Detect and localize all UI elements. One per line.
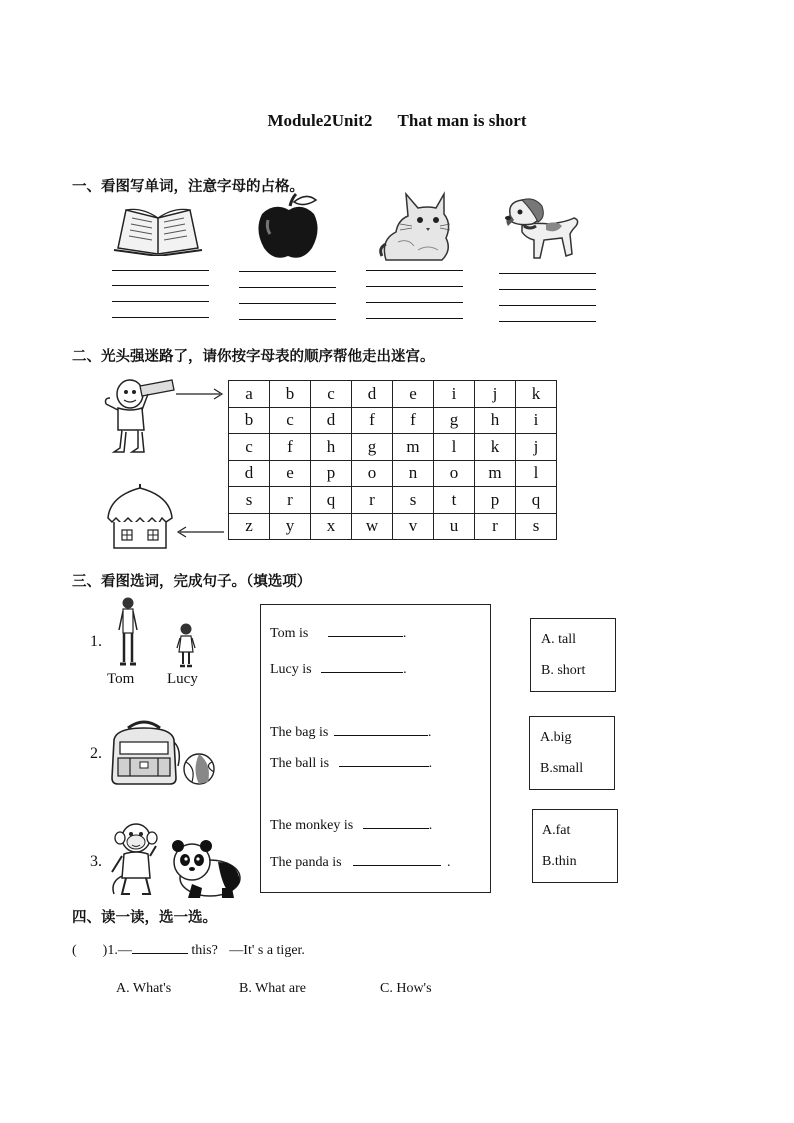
sentence-dot: . <box>428 818 433 833</box>
sentence-row <box>270 852 451 871</box>
question-answer: —It' s a tiger. <box>229 943 305 958</box>
backpack-icon <box>106 720 182 786</box>
maze-row <box>229 407 557 434</box>
sentence-text: The bag is <box>270 725 329 740</box>
choice-a[interactable]: A. What's <box>116 981 172 996</box>
sentence-row <box>270 659 407 678</box>
sentence-text: The panda is <box>270 855 342 870</box>
option-b: B.small <box>540 761 584 776</box>
writing-line[interactable] <box>112 270 209 271</box>
maze-cell[interactable]: h <box>311 434 352 461</box>
maze-cell[interactable]: j <box>475 381 516 408</box>
maze-cell[interactable]: w <box>352 513 393 540</box>
maze-cell[interactable]: x <box>311 513 352 540</box>
question-dash: — <box>117 943 132 958</box>
dog-icon <box>500 196 586 264</box>
maze-cell[interactable]: y <box>270 513 311 540</box>
option-b: B. short <box>541 663 586 678</box>
maze-cell[interactable]: j <box>516 434 557 461</box>
maze-cell[interactable]: s <box>393 487 434 514</box>
sentence-dot: . <box>447 855 451 870</box>
maze-cell[interactable]: z <box>229 513 270 540</box>
option-a: A. tall <box>541 632 576 647</box>
maze-cell[interactable]: c <box>229 434 270 461</box>
answer-blank[interactable] <box>363 815 429 829</box>
option-a: A.fat <box>542 823 571 838</box>
cat-icon <box>378 190 454 268</box>
writing-line[interactable] <box>499 273 596 274</box>
writing-line[interactable] <box>239 303 336 304</box>
maze-cell[interactable]: i <box>434 381 475 408</box>
panda-icon <box>168 838 244 900</box>
sentence-text: Lucy is <box>270 662 312 677</box>
question-number: )1. <box>102 943 118 958</box>
sentence-row <box>270 623 406 642</box>
section1-heading: 一、看图写单词，注意字母的占格。 <box>72 179 304 195</box>
maze-cell[interactable]: k <box>475 434 516 461</box>
maze-cell[interactable]: r <box>352 487 393 514</box>
writing-line[interactable] <box>239 287 336 288</box>
maze-cell[interactable]: e <box>393 381 434 408</box>
maze-cell[interactable]: i <box>516 407 557 434</box>
answer-blank[interactable] <box>339 753 429 767</box>
writing-line[interactable] <box>239 319 336 320</box>
answer-paren-open: ( <box>72 943 77 958</box>
maze-cell[interactable]: s <box>229 487 270 514</box>
question-blank[interactable] <box>132 940 188 954</box>
maze-cell[interactable]: s <box>516 513 557 540</box>
writing-line[interactable] <box>499 305 596 306</box>
book-icon <box>112 204 204 256</box>
writing-line[interactable] <box>499 289 596 290</box>
tom-label: Tom <box>107 671 135 687</box>
maze-row <box>229 513 557 540</box>
sentence-box <box>260 604 491 893</box>
writing-line[interactable] <box>366 286 463 287</box>
writing-line[interactable] <box>499 321 596 322</box>
writing-line[interactable] <box>112 301 209 302</box>
writing-line[interactable] <box>366 318 463 319</box>
maze-cell[interactable]: p <box>475 487 516 514</box>
maze-cell[interactable]: k <box>516 381 557 408</box>
section4-heading: 四、读一读，选一选。 <box>72 910 217 926</box>
maze-cell[interactable]: g <box>352 434 393 461</box>
apple-icon <box>254 192 324 262</box>
sentence-dot: . <box>403 662 407 677</box>
maze-cell[interactable]: t <box>434 487 475 514</box>
sentence-dot: . <box>402 626 407 641</box>
writing-line[interactable] <box>366 270 463 271</box>
question-1 <box>72 940 305 959</box>
short-girl-icon <box>176 622 196 668</box>
tall-boy-icon <box>116 596 140 668</box>
maze-cell[interactable]: c <box>311 381 352 408</box>
answer-blank[interactable] <box>328 623 403 637</box>
choice-c[interactable]: C. How's <box>380 981 432 996</box>
maze-cell[interactable]: g <box>434 407 475 434</box>
item-number: 1. <box>90 633 102 650</box>
writing-line[interactable] <box>112 285 209 286</box>
maze-cell[interactable]: c <box>270 407 311 434</box>
maze-cell[interactable]: d <box>311 407 352 434</box>
maze-cell[interactable]: l <box>434 434 475 461</box>
writing-line[interactable] <box>366 302 463 303</box>
option-box <box>530 618 616 692</box>
option-a: A.big <box>540 730 572 745</box>
maze-row <box>229 381 557 408</box>
writing-line[interactable] <box>112 317 209 318</box>
maze-cell[interactable]: h <box>475 407 516 434</box>
sentence-row <box>270 722 431 741</box>
maze-cell[interactable]: v <box>393 513 434 540</box>
maze-cell[interactable]: r <box>475 513 516 540</box>
maze-row <box>229 434 557 461</box>
answer-slot[interactable] <box>77 941 103 954</box>
maze-cell[interactable]: q <box>311 487 352 514</box>
item-number: 2. <box>90 745 102 762</box>
maze-cell[interactable]: m <box>393 434 434 461</box>
maze-row <box>229 487 557 514</box>
answer-blank[interactable] <box>334 722 428 736</box>
monkey-icon <box>108 820 164 898</box>
arrow-left-icon <box>176 526 224 538</box>
answer-blank[interactable] <box>321 659 403 673</box>
alphabet-maze <box>228 380 557 540</box>
arrow-right-icon <box>176 388 224 400</box>
maze-cell[interactable]: q <box>516 487 557 514</box>
maze-cell[interactable]: a <box>229 381 270 408</box>
sentence-dot: . <box>427 725 432 740</box>
ball-icon <box>182 752 216 786</box>
maze-cell[interactable]: e <box>270 460 311 487</box>
sentence-text: The ball is <box>270 756 330 771</box>
logger-man-icon <box>104 376 176 456</box>
maze-cell[interactable]: m <box>475 460 516 487</box>
sentence-text: Tom is <box>270 626 309 641</box>
maze-cell[interactable]: f <box>352 407 393 434</box>
lucy-label: Lucy <box>167 671 198 687</box>
sentence-text: The monkey is <box>270 818 354 833</box>
option-b: B.thin <box>542 854 577 869</box>
option-box <box>529 716 615 790</box>
maze-cell[interactable]: b <box>270 381 311 408</box>
writing-line[interactable] <box>239 271 336 272</box>
maze-cell[interactable]: f <box>270 434 311 461</box>
item-number: 3. <box>90 853 102 870</box>
maze-cell[interactable]: l <box>516 460 557 487</box>
answer-blank[interactable] <box>353 852 441 866</box>
maze-cell[interactable]: n <box>393 460 434 487</box>
maze-cell[interactable]: o <box>434 460 475 487</box>
maze-cell[interactable]: p <box>311 460 352 487</box>
maze-cell[interactable]: f <box>393 407 434 434</box>
choice-b[interactable]: B. What are <box>239 981 306 996</box>
sentence-dot: . <box>428 756 433 771</box>
maze-cell[interactable]: o <box>352 460 393 487</box>
sentence-row <box>270 815 432 834</box>
maze-cell[interactable]: b <box>229 407 270 434</box>
sentence-row <box>270 753 432 772</box>
maze-row <box>229 460 557 487</box>
section2-heading: 二、光头强迷路了，请你按字母表的顺序帮他走出迷宫。 <box>72 349 435 365</box>
section3-heading: 三、看图选词，完成句子。（填选项） <box>72 574 312 590</box>
option-box <box>532 809 618 883</box>
page-title: Module2Unit2 That man is short <box>267 111 527 130</box>
maze-cell[interactable]: d <box>352 381 393 408</box>
house-icon <box>104 482 176 554</box>
maze-cell[interactable]: u <box>434 513 475 540</box>
maze-cell[interactable]: r <box>270 487 311 514</box>
question-text: this? <box>191 943 218 958</box>
maze-cell[interactable]: d <box>229 460 270 487</box>
